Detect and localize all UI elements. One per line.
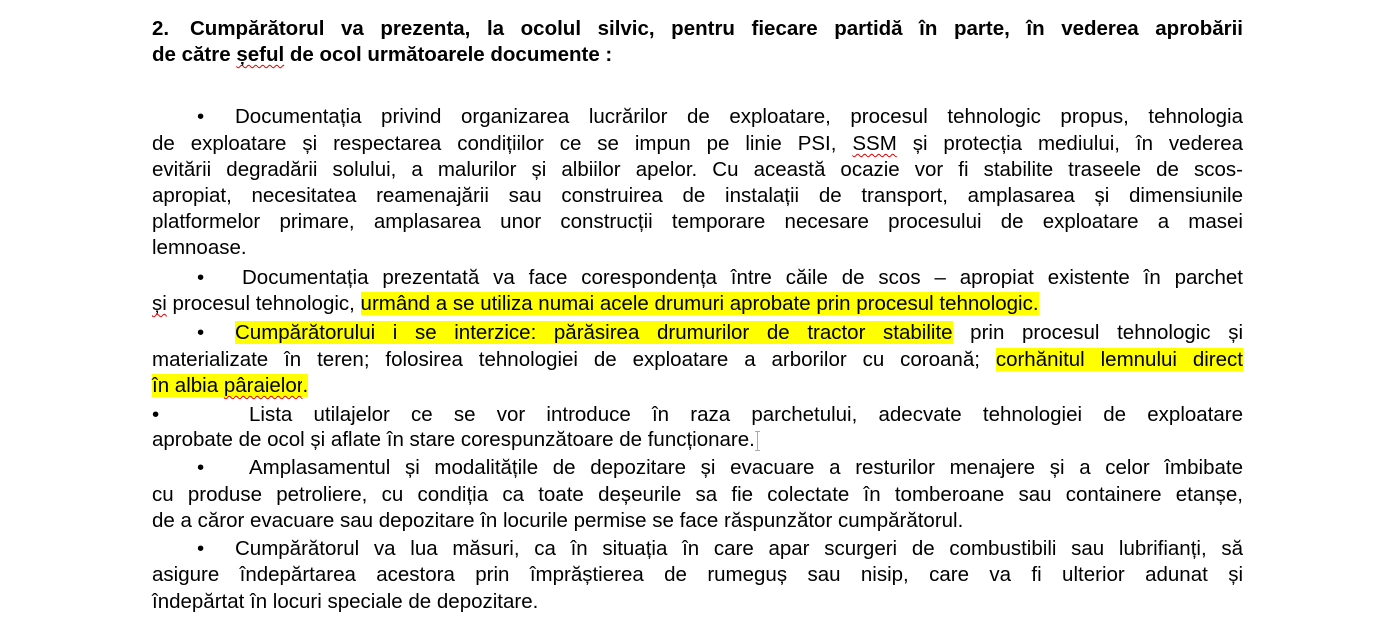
text-segment: și protecția mediului, în vederea: [896, 132, 1243, 155]
text-line: [152, 402, 1243, 428]
text-segment: platformelor primare, amplasarea unor construcții temporare necesare procesului de exploatare a masei: [152, 210, 1243, 233]
highlighted-text: pâraielor: [223, 374, 303, 397]
text-segment: Documentația privind organizarea lucrărilor de exploatare, procesul tehnologic propus, tehnologia: [235, 105, 1243, 128]
bullet-icon: •: [197, 456, 205, 479]
text-segment: îndepărtat în locuri speciale de depozitare.: [152, 590, 539, 613]
text-line: [152, 16, 1243, 42]
misspelled-word: și: [152, 292, 167, 315]
text-segment: Amplasamentul și modalitățile de depozitare și evacuare a resturilor menajere și a celor îmbibate: [249, 456, 1243, 479]
text-segment: de a căror evacuare sau depozitare în locurile permise se face răspunzător cumpărătorul.: [152, 509, 964, 532]
text-segment: de către: [152, 43, 237, 66]
text-line: [152, 131, 1243, 157]
text-segment: apropiat, necesitatea reamenajării sau construirea de instalații de transport, amplasarea și dimensiunile: [152, 184, 1243, 207]
bullet-icon: •: [197, 266, 205, 289]
text-segment: de exploatare și respectarea condițiilor ce se impun pe linie PSI,: [152, 132, 853, 155]
heading-number: 2.: [152, 17, 170, 40]
text-line: [152, 427, 1243, 453]
text-segment: Cumpărătorul va prezenta, la ocolul silvic, pentru fiecare partidă în parte, în vederea aprobării: [190, 17, 1243, 40]
misspelled-word: SSM: [852, 132, 897, 155]
text-segment: cu produse petroliere, cu condiția ca toate deșeurile sa fie colectate în tomberoane sau containere etanșe,: [152, 483, 1243, 506]
bullet-icon: •: [197, 105, 205, 128]
text-line: [152, 157, 1243, 183]
text-segment: de ocol următoarele documente :: [284, 43, 613, 66]
highlighted-text: .: [302, 374, 309, 397]
text-segment: aprobate de ocol și aflate în stare corespunzătoare de funcționare.: [152, 428, 755, 451]
bullet-icon: •: [152, 403, 160, 426]
text-segment: evitării degradării solului, a malurilor și albiilor apelor. Cu această ocazie vor fi stabilite traseele de scos-: [152, 158, 1243, 181]
text-line: [152, 235, 1243, 261]
text-line: [152, 482, 1243, 508]
highlighted-text: Cumpărătorului i se interzice: părăsirea drumurilor de tractor stabilite: [235, 321, 953, 344]
text-segment: Documentația prezentată va face corespondența între căile de scos – apropiat existente în parchet: [242, 266, 1243, 289]
text-line: [152, 589, 1243, 615]
text-line: [152, 42, 1243, 68]
text-line: [152, 183, 1243, 209]
bullet-icon: •: [197, 321, 205, 344]
text-segment: materializate în teren; folosirea tehnologiei de exploatare a arborilor cu coroană;: [152, 348, 996, 371]
text-line: [152, 508, 1243, 534]
text-line: [152, 209, 1243, 235]
bullet-icon: •: [197, 537, 205, 560]
text-line: [152, 536, 1243, 562]
text-line: [152, 455, 1243, 481]
text-line: [152, 347, 1243, 373]
text-line: [152, 373, 1243, 399]
text-line: [152, 562, 1243, 588]
text-cursor-icon: [757, 431, 758, 451]
text-segment: Lista utilajelor ce se vor introduce în raza parchetului, adecvate tehnologiei de exploatare: [249, 403, 1243, 426]
text-line: [152, 104, 1243, 130]
text-line: [152, 265, 1243, 291]
highlighted-text: corhănitul lemnului direct: [995, 348, 1243, 371]
highlighted-text: urmând a se utiliza numai acele drumuri aprobate prin procesul tehnologic.: [360, 292, 1039, 315]
text-line: [152, 320, 1243, 346]
misspelled-word: șeful: [236, 43, 285, 66]
text-segment: prin procesul tehnologic și: [952, 321, 1243, 344]
highlighted-text: în albia: [152, 374, 224, 397]
text-line: [152, 291, 1243, 317]
text-segment: Cumpărătorul va lua măsuri, ca în situația în care apar scurgeri de combustibili sau lubrifianți, să: [235, 537, 1243, 560]
text-segment: asigure îndepărtarea acestora prin împrăștierea de rumeguș sau nisip, care va fi ulterior adunat și: [152, 563, 1243, 586]
text-segment: lemnoase.: [152, 236, 247, 259]
text-segment: procesul tehnologic,: [166, 292, 361, 315]
